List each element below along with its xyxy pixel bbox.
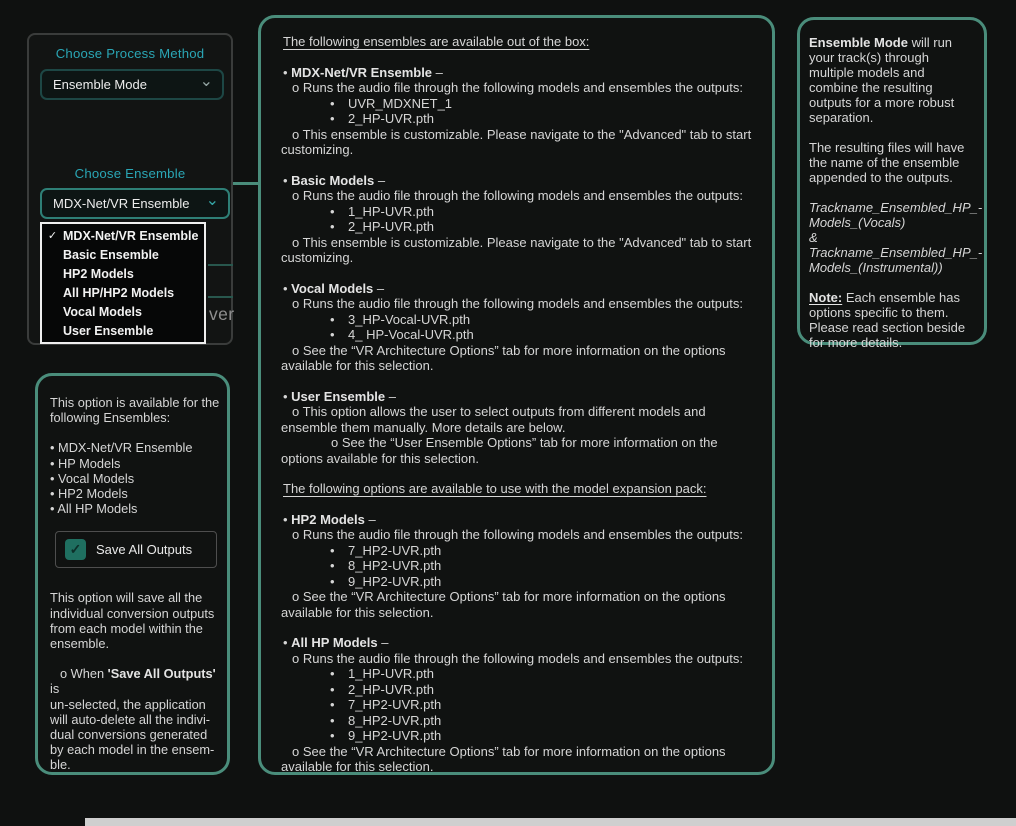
note-text-bold: 'Save All Outputs' — [107, 666, 216, 682]
model-bullet: • — [330, 712, 335, 728]
filename-examples — [809, 200, 983, 275]
section-dash: – — [377, 635, 389, 650]
filename-line: Models_(Instrumental)) — [809, 260, 943, 275]
ensemble-doc-content — [281, 34, 760, 775]
note-paragraph-1 — [809, 35, 976, 125]
section-bullet: • — [283, 64, 292, 80]
dropdown-option[interactable] — [42, 302, 204, 321]
section-bullet: • — [283, 635, 292, 650]
model-name: 1_HP-UVR.pth — [348, 203, 434, 219]
dropdown-option-label: Vocal Models — [63, 304, 142, 319]
model-line — [281, 219, 760, 235]
occluded-convert-button-text: ver — [209, 304, 235, 324]
ensemble-mode-note-panel — [797, 17, 987, 350]
save-outputs-description: This option will save all the individual conversion outputs from each model within the ensemble. — [50, 590, 215, 652]
model-line — [281, 96, 760, 112]
choose-process-method-label: Choose Process Method — [55, 46, 205, 61]
detail-line: o See the “VR Architecture Options” tab for more information on the options available for this selection. — [281, 743, 726, 774]
model-name: 7_HP2-UVR.pth — [348, 697, 442, 712]
list-item: • HP2 Models — [50, 486, 128, 502]
section-bullet: • — [283, 172, 292, 188]
note-text-pre: o When — [60, 666, 108, 682]
model-line — [281, 682, 760, 698]
note-paragraph-1-text: will run your track(s) through multiple models and combine the resulting outputs for a more robust separation. — [809, 35, 955, 125]
model-bullet: • — [330, 558, 335, 573]
model-name: 1_HP-UVR.pth — [348, 666, 434, 681]
ensemble-section — [281, 635, 760, 775]
list-item: • HP Models — [50, 455, 121, 471]
detail-line: o Runs the audio file through the following models and ensembles the outputs: — [292, 527, 743, 542]
ensemble-value: MDX-Net/VR Ensemble — [53, 196, 190, 211]
dropdown-option-label: Basic Ensemble — [63, 247, 159, 262]
section-dash: – — [374, 172, 386, 188]
section-name: All HP Models — [291, 635, 378, 650]
dropdown-option[interactable] — [42, 283, 204, 302]
detail-line: o This ensemble is customizable. Please navigate to the "Advanced" tab to start customizing. — [281, 126, 752, 157]
model-line — [281, 327, 760, 343]
dropdown-option[interactable] — [42, 321, 204, 340]
model-bullet: • — [330, 728, 335, 743]
choose-ensemble-label: Choose Ensemble — [74, 166, 186, 181]
note-text-post: is — [50, 681, 60, 697]
model-line — [281, 111, 760, 127]
detail-line: o This option allows the user to select outputs from different models and ensemble them manually. More details are below. — [281, 404, 706, 435]
model-bullet: • — [330, 327, 335, 342]
model-bullet: • — [330, 666, 335, 681]
model-line — [281, 697, 760, 713]
section-dash: – — [385, 388, 396, 404]
dropdown-option[interactable] — [42, 226, 204, 245]
ensemble-mode-term: Ensemble Mode — [809, 35, 908, 50]
model-line — [281, 666, 760, 682]
note-paragraph-2: The resulting files will have the name of the ensemble appended to the outputs. — [809, 140, 965, 185]
dropdown-option-label: HP2 Models — [63, 266, 134, 281]
ensemble-doc-panel — [258, 15, 775, 775]
model-name: 9_HP2-UVR.pth — [348, 728, 442, 743]
section-bullet: • — [283, 511, 292, 527]
model-name: 2_HP-UVR.pth — [348, 681, 434, 697]
detail-line: o Runs the audio file through the following models and ensembles the outputs: — [292, 296, 743, 311]
model-name: 3_HP-Vocal-UVR.pth — [348, 311, 471, 327]
model-bullet: • — [330, 203, 335, 219]
model-bullet: • — [330, 311, 335, 327]
model-name: 4_ HP-Vocal-UVR.pth — [348, 327, 474, 342]
model-bullet: • — [330, 681, 335, 697]
section-bullet: • — [283, 388, 292, 404]
section-title — [281, 173, 760, 189]
dropdown-option-label: User Ensemble — [63, 323, 154, 338]
bottom-edge-bar — [85, 818, 1016, 826]
chevron-down-icon: ⌄ — [199, 72, 213, 90]
section-dash: – — [364, 511, 376, 527]
detail-line: o Runs the audio file through the following models and ensembles the outputs: — [292, 188, 743, 203]
model-name: UVR_MDXNET_1 — [348, 95, 453, 111]
section-name: HP2 Models — [291, 511, 365, 527]
dropdown-option-label: MDX-Net/VR Ensemble — [63, 228, 199, 243]
note-line: un-selected, the application — [50, 696, 206, 712]
dropdown-option[interactable] — [42, 264, 204, 283]
note-line: dual conversions generated — [50, 727, 208, 743]
ensemble-section — [281, 512, 760, 621]
dropdown-option[interactable] — [42, 245, 204, 264]
save-outputs-info-panel — [35, 373, 230, 775]
ensemble-section — [281, 389, 760, 467]
model-bullet: • — [330, 573, 335, 589]
model-bullet: • — [330, 95, 335, 111]
model-name: 2_HP-UVR.pth — [348, 219, 434, 234]
doc-heading: The following options are available to use with the model expansion pack: — [283, 481, 707, 496]
note-line: ble. — [50, 757, 71, 773]
model-name: 8_HP2-UVR.pth — [348, 712, 442, 728]
model-line — [281, 558, 760, 574]
model-line — [281, 312, 760, 328]
section-title — [281, 635, 760, 651]
doc-heading: The following ensembles are available out of the box: — [283, 34, 590, 49]
model-line — [281, 543, 760, 559]
detail-line: o See the “VR Architecture Options” tab for more information on the options available for this selection. — [281, 342, 726, 373]
model-bullet: • — [330, 542, 335, 558]
model-name: 7_HP2-UVR.pth — [348, 542, 442, 558]
model-line — [281, 204, 760, 220]
save-outputs-note — [50, 666, 221, 772]
ensemble-section — [281, 65, 760, 158]
note-paragraph-4 — [809, 290, 976, 350]
save-all-outputs-checkbox[interactable] — [65, 539, 86, 560]
section-name: Vocal Models — [291, 280, 374, 296]
dropdown-option-label: All HP/HP2 Models — [63, 285, 175, 300]
model-name: 8_HP2-UVR.pth — [348, 558, 442, 573]
list-item: • Vocal Models — [50, 470, 135, 486]
model-line — [281, 574, 760, 590]
model-bullet: • — [330, 697, 335, 712]
option-check-icon: ✓ — [47, 230, 58, 242]
note-line: by each model in the ensem- — [50, 742, 215, 758]
info-intro: This option is available for the following Ensembles: — [50, 395, 220, 426]
callout-connector-line — [233, 182, 258, 185]
note-first-line — [50, 666, 221, 696]
filename-line: Trackname_Ensembled_HP_- — [809, 245, 983, 260]
detail-line: o Runs the audio file through the following models and ensembles the outputs: — [292, 80, 743, 95]
section-bullet: • — [283, 280, 292, 296]
ensemble-dropdown-list — [40, 222, 206, 344]
note-label: Note: — [809, 290, 843, 305]
filename-line: & — [809, 230, 818, 245]
list-item: • MDX-Net/VR Ensemble — [50, 440, 193, 456]
detail-line: o Runs the audio file through the following models and ensembles the outputs: — [292, 650, 743, 666]
detail-line: o This ensemble is customizable. Please navigate to the "Advanced" tab to start customizing. — [281, 234, 752, 265]
section-title — [281, 389, 760, 405]
section-title — [281, 281, 760, 297]
detail-line: o See the “User Ensemble Options” tab for more information on the options available for this selection. — [281, 435, 718, 466]
ensemble-section — [281, 173, 760, 266]
filename-line: Models_(Vocals) — [809, 215, 906, 230]
save-all-outputs-label: Save All Outputs — [96, 542, 193, 558]
occluded-widget-edge — [208, 296, 233, 298]
model-name: 9_HP2-UVR.pth — [348, 573, 442, 589]
model-name: 2_HP-UVR.pth — [348, 111, 434, 126]
section-name: Basic Models — [291, 172, 375, 188]
ensemble-dropdown[interactable] — [40, 188, 230, 219]
filename-line: Trackname_Ensembled_HP_- — [809, 200, 983, 215]
list-item: • All HP Models — [50, 501, 138, 517]
section-name: User Ensemble — [291, 388, 386, 404]
chevron-down-icon: ⌄ — [205, 191, 219, 209]
ensemble-availability-list — [50, 440, 221, 516]
save-all-outputs-option — [55, 531, 217, 568]
model-bullet: • — [330, 111, 335, 126]
checkmark-icon: ✓ — [69, 541, 82, 558]
occluded-widget-edge — [208, 264, 233, 266]
save-outputs-note-lines — [50, 697, 221, 773]
model-line — [281, 728, 760, 744]
section-title — [281, 512, 760, 528]
model-line — [281, 713, 760, 729]
section-dash: – — [432, 64, 443, 80]
note-line: will auto-delete all the indivi- — [50, 711, 211, 727]
section-name: MDX-Net/VR Ensemble — [291, 64, 433, 80]
detail-line: o See the “VR Architecture Options” tab for more information on the options available for this selection. — [281, 589, 726, 620]
process-method-value: Ensemble Mode — [53, 77, 147, 92]
section-dash: – — [373, 280, 385, 296]
process-method-dropdown[interactable] — [40, 69, 224, 100]
note-paragraph-4-text: Each ensemble has options specific to them. Please read section beside for more details. — [809, 290, 966, 350]
model-bullet: • — [330, 219, 335, 234]
section-title — [281, 65, 760, 81]
ensemble-section — [281, 281, 760, 374]
